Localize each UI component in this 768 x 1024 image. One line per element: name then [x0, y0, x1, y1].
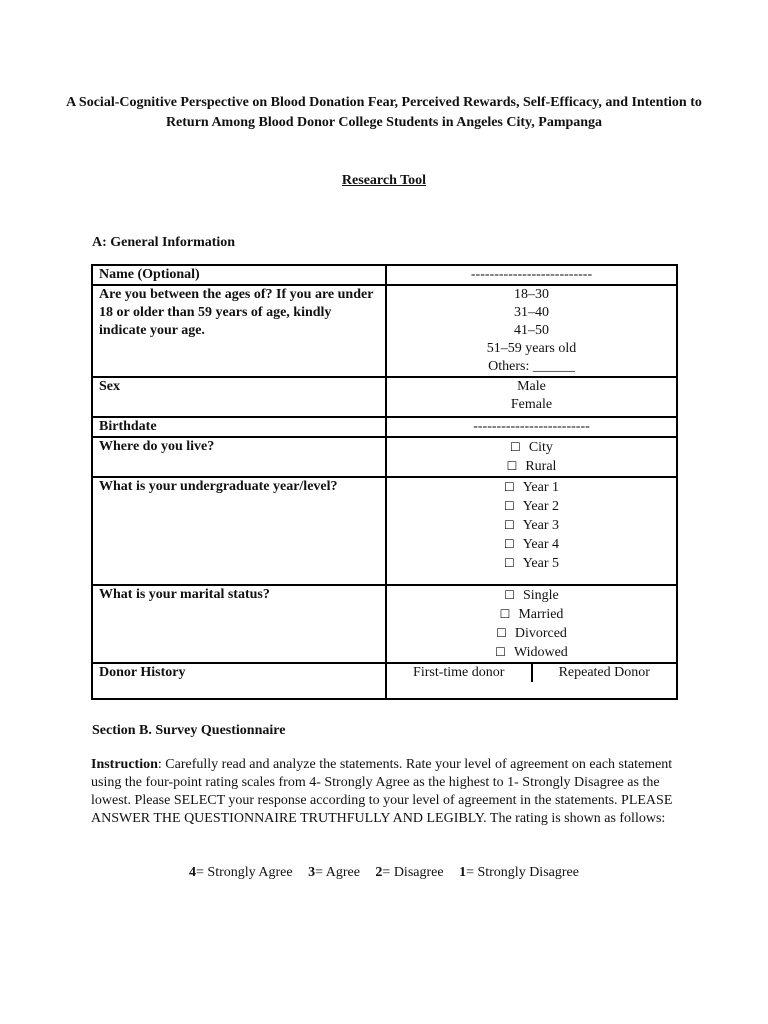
section-b-heading: Section B. Survey Questionnaire	[92, 723, 286, 738]
sex-option[interactable]: Male	[517, 379, 546, 394]
checkbox-option[interactable]	[387, 497, 676, 516]
checkbox-option[interactable]	[387, 438, 676, 457]
age-options	[386, 285, 677, 377]
checkbox-icon: ☐	[503, 499, 515, 513]
checkbox-option[interactable]	[387, 457, 676, 476]
option-label: Widowed	[513, 645, 568, 660]
rating-label: = Strongly Disagree	[466, 865, 579, 880]
rating-number: 3	[308, 865, 316, 880]
general-information-table	[91, 264, 678, 700]
sex-options	[386, 377, 677, 417]
rating-label: = Strongly Agree	[196, 865, 293, 880]
repeated-donor-option[interactable]: Repeated Donor	[531, 664, 677, 682]
rating-scale-item	[189, 865, 293, 880]
year-options	[386, 477, 677, 585]
checkbox-icon: ☐	[499, 607, 511, 621]
instruction-label: Instruction	[91, 757, 158, 772]
checkbox-option[interactable]	[387, 605, 676, 624]
option-label: City	[528, 440, 553, 455]
rating-number: 4	[189, 865, 197, 880]
donor-history-split	[387, 664, 676, 682]
table-row	[92, 437, 677, 477]
rating-number: 1	[459, 865, 467, 880]
sex-question: Sex	[92, 377, 386, 417]
rating-number: 2	[375, 865, 383, 880]
checkbox-icon: ☐	[510, 440, 521, 454]
checkbox-icon: ☐	[503, 518, 515, 532]
checkbox-icon: ☐	[506, 459, 518, 473]
checkbox-option[interactable]	[387, 624, 676, 643]
year-question: What is your undergraduate year/level?	[92, 477, 386, 585]
instruction-paragraph	[91, 756, 681, 828]
first-time-donor-option[interactable]: First-time donor	[413, 665, 505, 680]
checkbox-option[interactable]	[387, 643, 676, 662]
option-label: Single	[522, 588, 559, 603]
age-option-others[interactable]: Others: ______	[488, 359, 575, 374]
checkbox-icon: ☐	[503, 537, 515, 551]
table-row	[92, 663, 677, 699]
table-row	[92, 417, 677, 437]
rating-scale	[0, 864, 768, 882]
section-a-heading: A: General Information	[92, 235, 236, 250]
checkbox-option[interactable]	[387, 554, 676, 573]
checkbox-icon: ☐	[504, 588, 515, 602]
checkbox-icon: ☐	[495, 645, 506, 659]
rating-scale-item	[308, 865, 360, 880]
option-label: Year 1	[522, 480, 560, 495]
checkbox-icon: ☐	[503, 480, 515, 494]
donor-history-options	[386, 663, 677, 699]
donor-history-question: Donor History	[92, 663, 386, 699]
table-row	[92, 265, 677, 285]
age-option[interactable]: 51–59 years old	[486, 341, 577, 356]
rating-label: = Disagree	[382, 865, 444, 880]
instruction-text: : Carefully read and analyze the statements. Rate your level of agreement on each statement using the four-point rating scales from 4- Strongly Agree as the highest to 1- Strongly Disagree as the lowest. Please SELECT your response according to your level of agreement in the statements. PLEASE ANSWER THE QUESTIONNAIRE TRUTHFULLY AND LEGIBLY. The rating is shown as follows:	[91, 757, 673, 826]
option-label: Year 3	[522, 518, 560, 533]
checkbox-icon: ☐	[496, 626, 507, 640]
rating-scale-item	[459, 865, 579, 880]
sex-option[interactable]: Female	[510, 397, 553, 412]
option-label: Rural	[525, 459, 557, 474]
age-option[interactable]: 41–50	[514, 323, 549, 338]
option-label: Divorced	[514, 626, 567, 641]
birthdate-question: Birthdate	[92, 417, 386, 437]
option-label: Year 2	[522, 499, 560, 514]
table-row	[92, 585, 677, 663]
marital-options	[386, 585, 677, 663]
age-option[interactable]: 18–30	[514, 287, 549, 302]
rating-scale-item	[375, 865, 443, 880]
marital-question: What is your marital status?	[92, 585, 386, 663]
table-row	[92, 377, 677, 417]
document-subtitle: Research Tool	[341, 173, 427, 188]
rating-label: = Agree	[315, 865, 360, 880]
document-title: A Social-Cognitive Perspective on Blood Donation Fear, Perceived Rewards, Self-Efficacy, and Intention to Return Among Blood Donor College Students in Angeles City, Pampanga	[66, 95, 702, 130]
checkbox-option[interactable]	[387, 516, 676, 535]
checkbox-option[interactable]	[387, 586, 676, 605]
option-label: Married	[518, 607, 564, 622]
option-label: Year 4	[522, 537, 560, 552]
table-row	[92, 285, 677, 377]
age-option[interactable]: 31–40	[514, 305, 549, 320]
age-question: Are you between the ages of? If you are under 18 or older than 59 years of age, kindly indicate your age.	[92, 285, 386, 377]
name-question: Name (Optional)	[92, 265, 386, 285]
option-label: Year 5	[522, 556, 560, 571]
live-options	[386, 437, 677, 477]
table-row	[92, 477, 677, 585]
name-answer-line[interactable]: --------------------------	[386, 265, 677, 285]
checkbox-option[interactable]	[387, 478, 676, 497]
checkbox-icon: ☐	[503, 556, 515, 570]
birthdate-answer-line[interactable]: -------------------------	[386, 417, 677, 437]
checkbox-option[interactable]	[387, 535, 676, 554]
live-question: Where do you live?	[92, 437, 386, 477]
